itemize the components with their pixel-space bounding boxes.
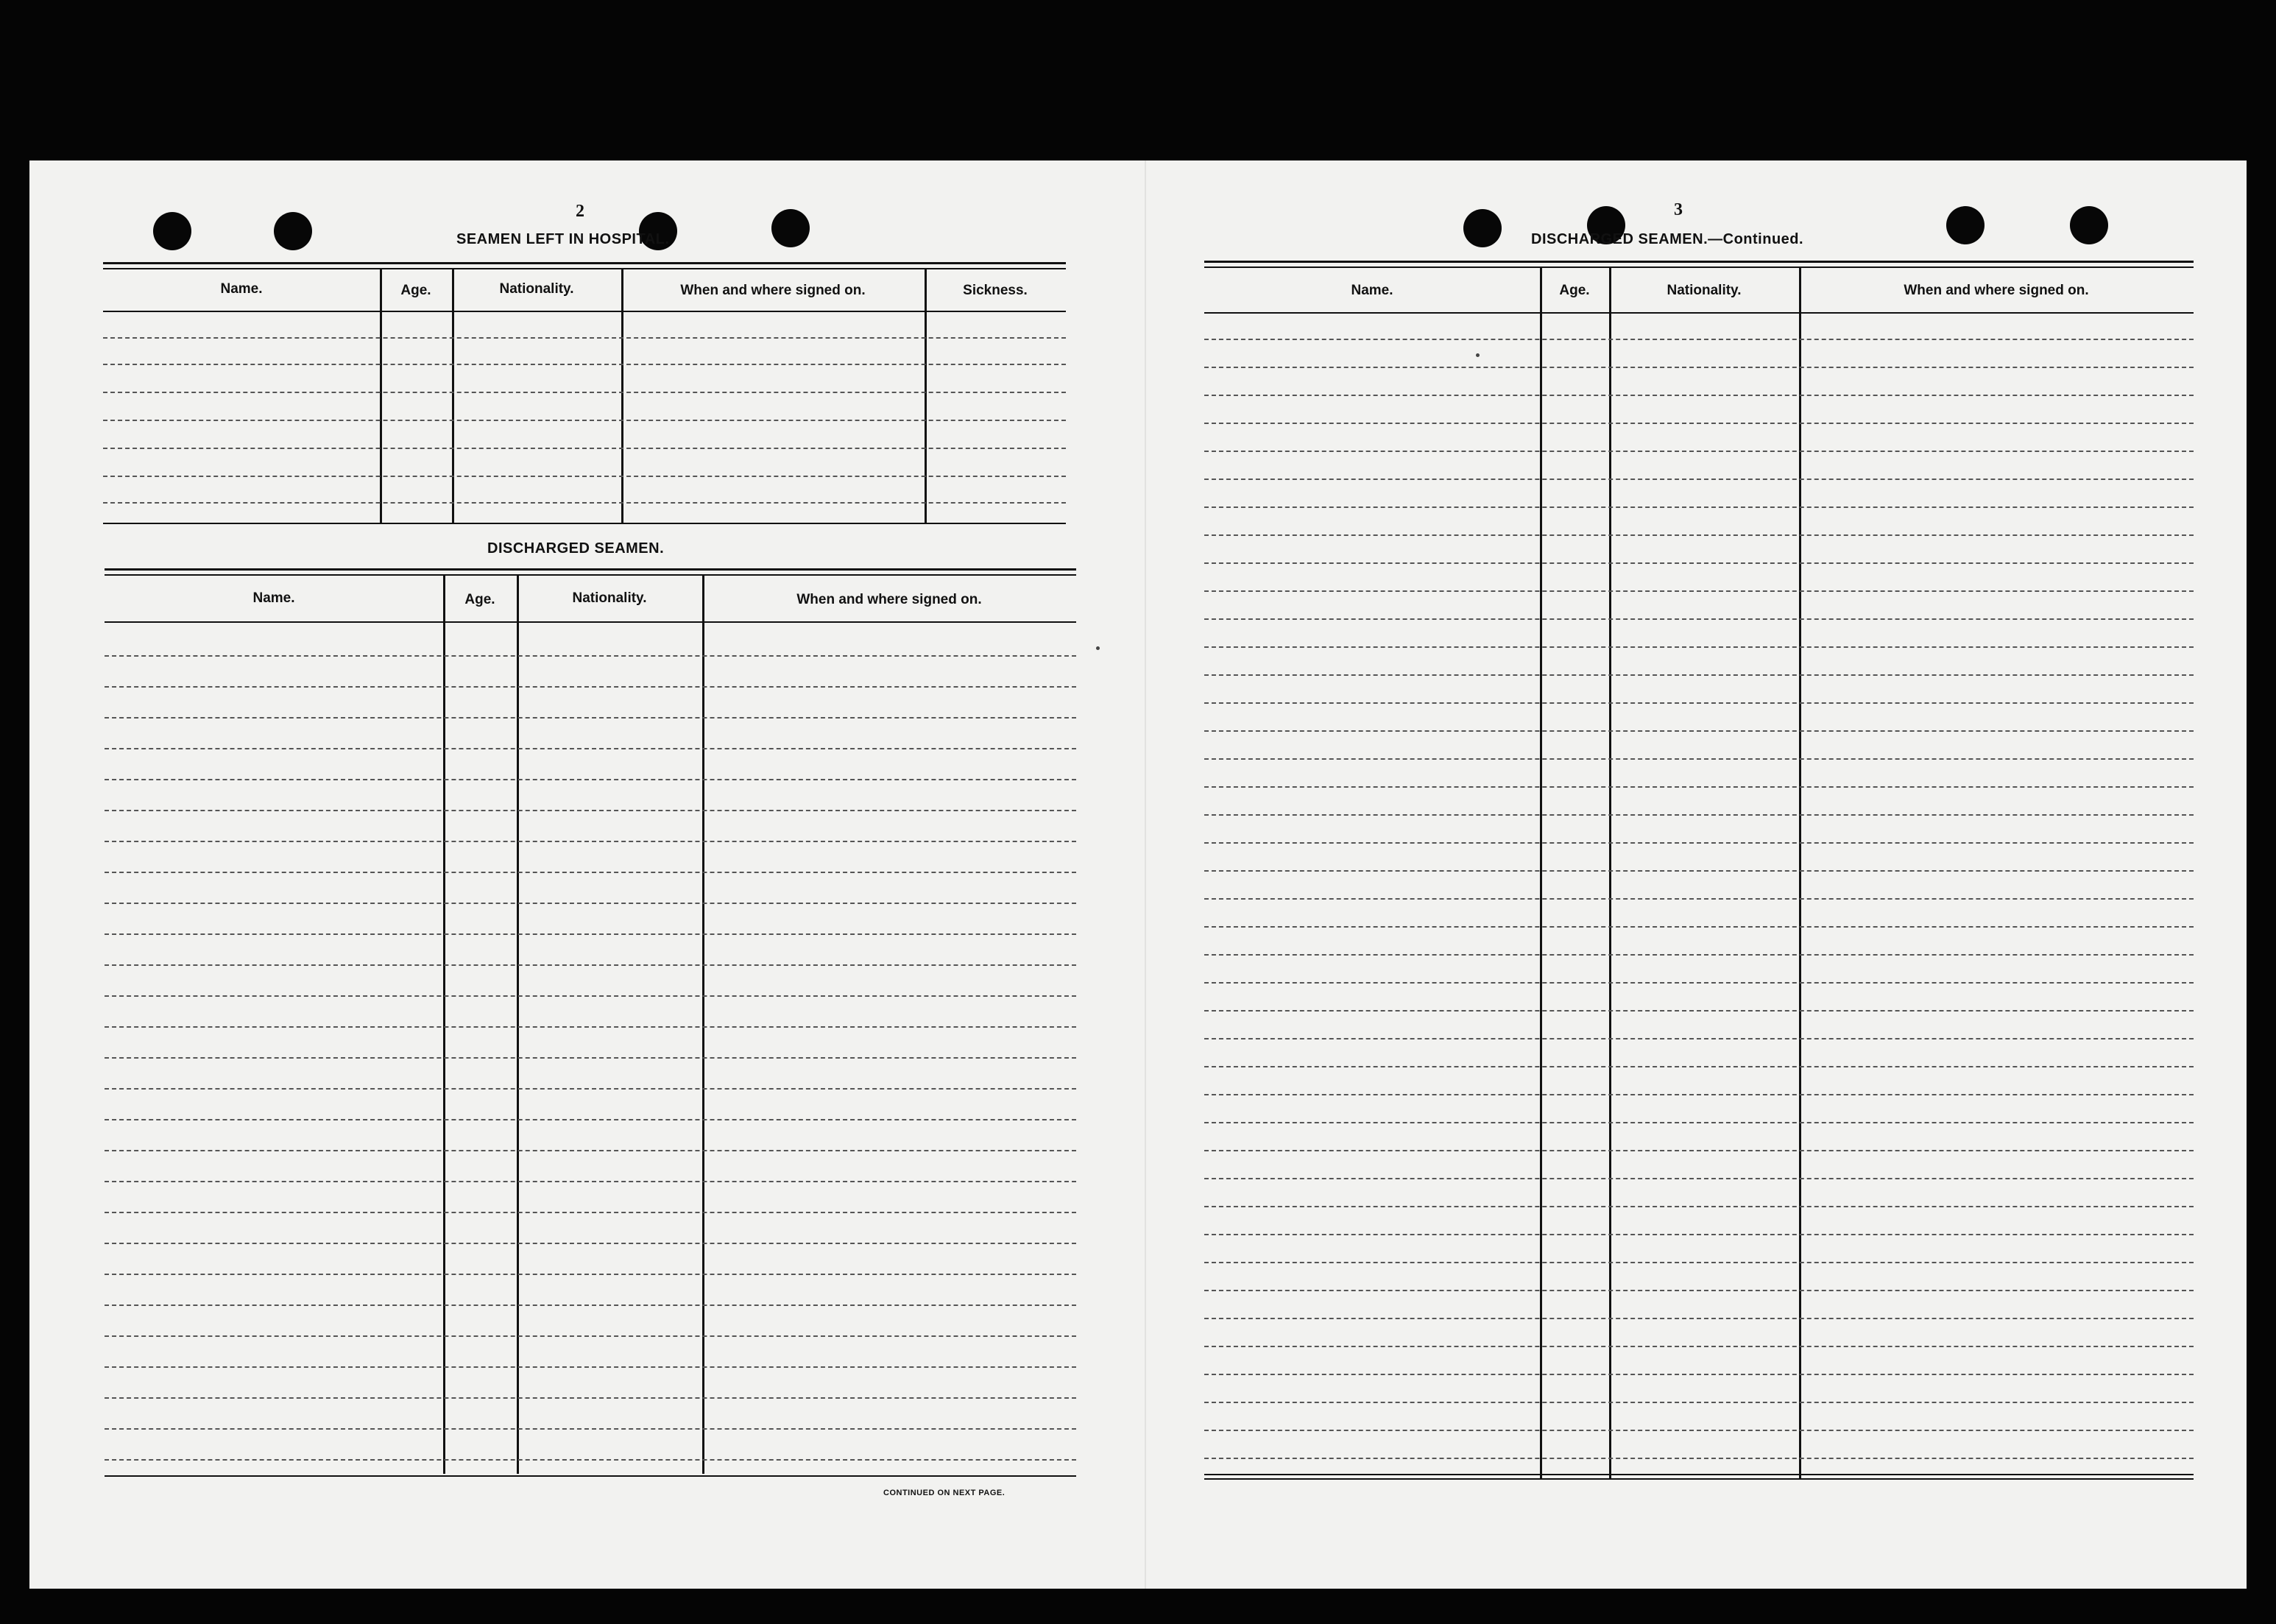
page-number-left: 2 [576, 202, 584, 221]
column-header-age: Age. [400, 283, 431, 298]
column-header-name: Name. [220, 281, 263, 297]
column-header-name: Name. [1351, 283, 1393, 298]
continued-footnote: CONTINUED ON NEXT PAGE. [883, 1489, 1006, 1497]
punch-hole [771, 209, 810, 247]
section-title-hospital: SEAMEN LEFT IN HOSPITAL. [456, 231, 670, 247]
column-header-age: Age. [464, 592, 495, 607]
column-header-when-where: When and where signed on. [1904, 283, 2089, 298]
column-header-sickness: Sickness. [963, 283, 1028, 298]
column-header-when-where: When and where signed on. [680, 283, 866, 298]
form-sheet [29, 160, 2247, 1589]
column-header-nationality: Nationality. [572, 590, 647, 606]
punch-hole [1463, 209, 1502, 247]
column-header-nationality: Nationality. [1667, 283, 1742, 298]
discharged-table-right [1204, 261, 2194, 1480]
punch-hole [274, 212, 312, 250]
punch-hole [2070, 206, 2108, 244]
punch-hole [1946, 206, 1985, 244]
column-header-age: Age. [1559, 283, 1590, 298]
page-number-right: 3 [1674, 200, 1683, 219]
punch-hole [153, 212, 191, 250]
center-fold [1145, 160, 1146, 1589]
discharged-table-left [105, 568, 1076, 1481]
column-header-nationality: Nationality. [499, 281, 574, 297]
column-header-when-where: When and where signed on. [796, 592, 982, 607]
section-title-discharged-continued: DISCHARGED SEAMEN.—Continued. [1531, 231, 1804, 247]
section-title-discharged: DISCHARGED SEAMEN. [487, 540, 665, 557]
column-header-name: Name. [252, 590, 295, 606]
hospital-table [103, 262, 1066, 524]
ink-speck [1096, 646, 1100, 650]
